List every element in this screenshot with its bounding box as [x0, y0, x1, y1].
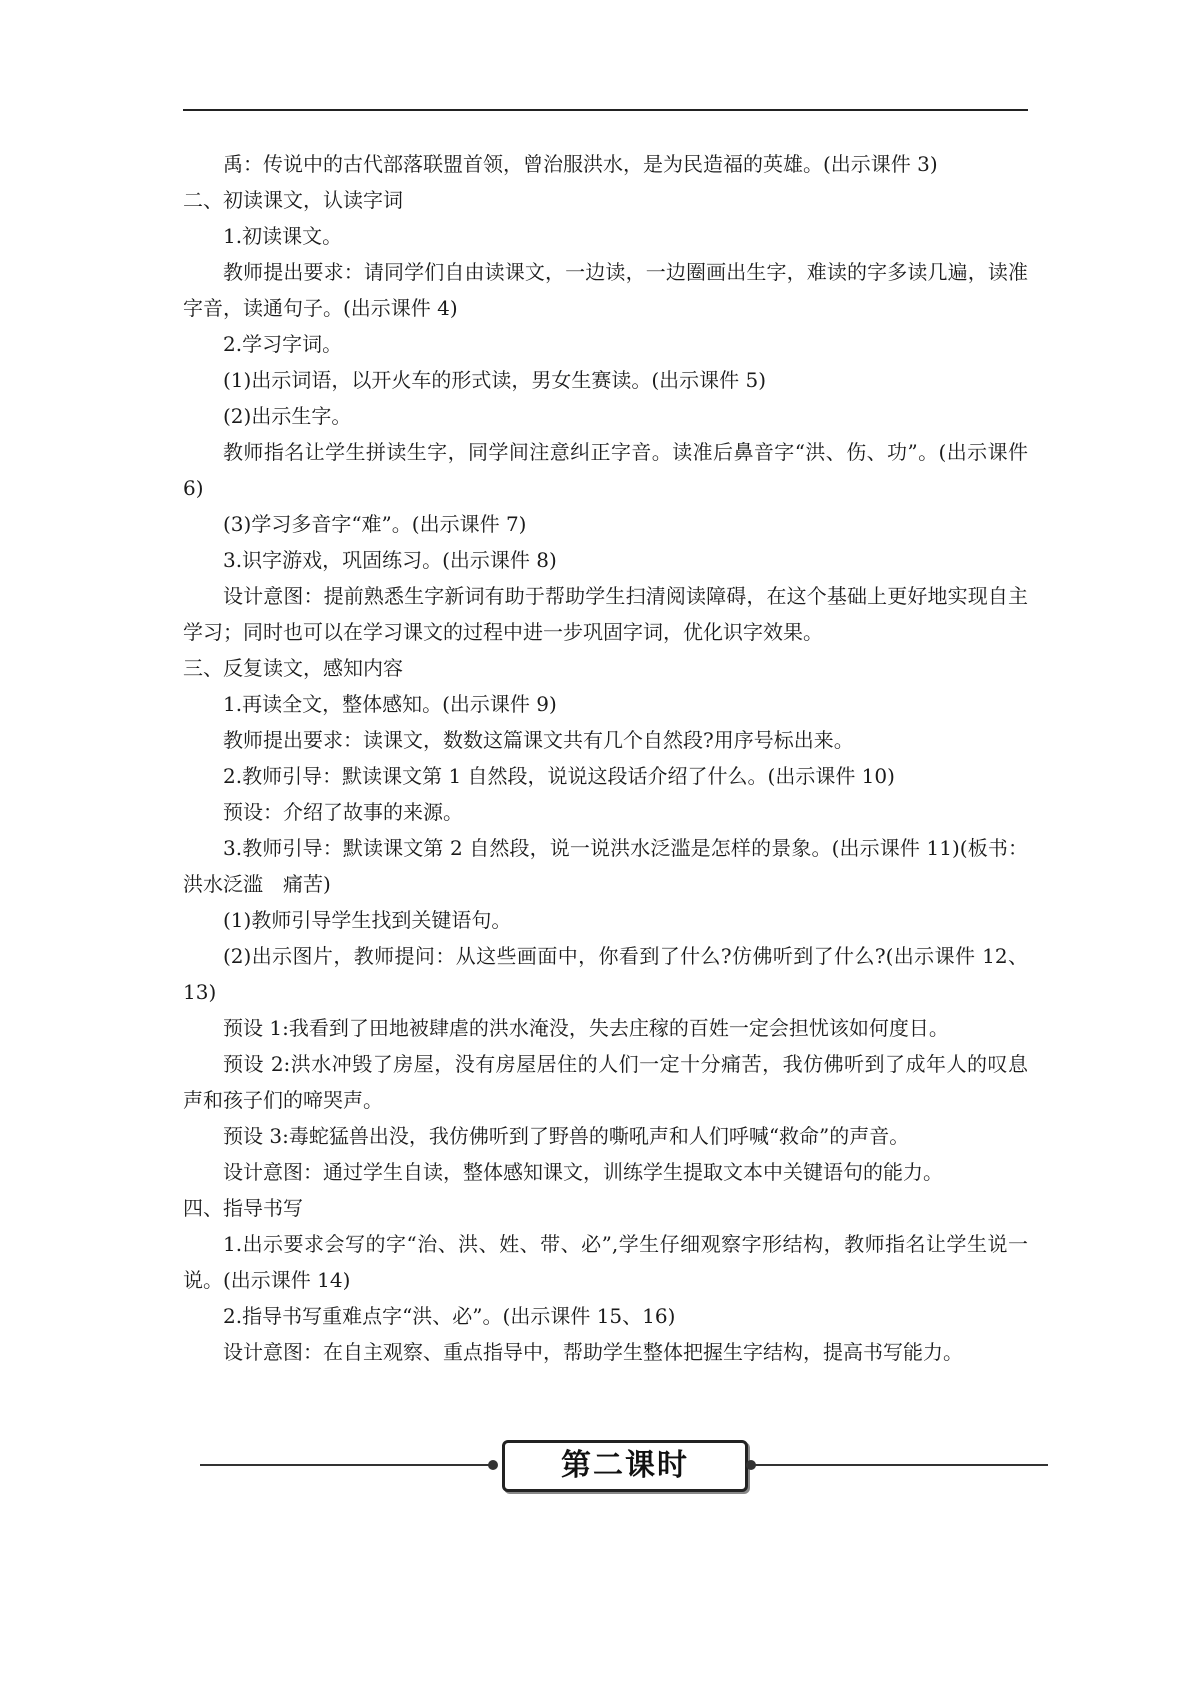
paragraph: (1)教师引导学生找到关键语句。	[223, 908, 512, 932]
banner-line-right	[750, 1464, 1048, 1466]
paragraph: 1.出示要求会写的字“治、洪、姓、带、必”,学生仔细观察字形结构，教师指名让学生说一说。(出示课件 14)	[183, 1232, 1028, 1292]
paragraph: 2.学习字词。	[223, 332, 343, 356]
paragraph: 四、指导书写	[183, 1196, 303, 1220]
paragraph: 设计意图：通过学生自读，整体感知课文，训练学生提取文本中关键语句的能力。	[223, 1160, 943, 1184]
paragraph: 3.教师引导：默读课文第 2 自然段，说一说洪水泛滥是怎样的景象。(出示课件 11)(板书：洪水泛滥 痛苦)	[183, 836, 1028, 896]
paragraph: 教师提出要求：请同学们自由读课文，一边读，一边圈画出生字，难读的字多读几遍，读准字音，读通句子。(出示课件 4)	[183, 260, 1028, 320]
paragraph: 教师提出要求：读课文，数数这篇课文共有几个自然段?用序号标出来。	[223, 728, 854, 752]
paragraph: 设计意图：在自主观察、重点指导中，帮助学生整体把握生字结构，提高书写能力。	[223, 1340, 963, 1364]
paragraph: 3.识字游戏，巩固练习。(出示课件 8)	[223, 548, 557, 572]
paragraph: 设计意图：提前熟悉生字新词有助于帮助学生扫清阅读障碍，在这个基础上更好地实现自主学习；同时也可以在学习课文的过程中进一步巩固字词，优化识字效果。	[183, 584, 1028, 644]
paragraph: (1)出示词语，以开火车的形式读，男女生赛读。(出示课件 5)	[223, 368, 767, 392]
paragraph: 预设 2:洪水冲毁了房屋，没有房屋居住的人们一定十分痛苦，我仿佛听到了成年人的叹息声和孩子们的啼哭声。	[183, 1052, 1028, 1112]
banner-line-left	[200, 1464, 490, 1466]
paragraph: 三、反复读文，感知内容	[183, 656, 403, 680]
paragraph: 1.再读全文，整体感知。(出示课件 9)	[223, 692, 557, 716]
header-rule	[183, 109, 1028, 111]
paragraph: (2)出示生字。	[223, 404, 352, 428]
paragraph: 预设 1:我看到了田地被肆虐的洪水淹没，失去庄稼的百姓一定会担忧该如何度日。	[223, 1016, 949, 1040]
lesson-content	[183, 146, 1028, 1370]
paragraph: 禹：传说中的古代部落联盟首领，曾治服洪水，是为民造福的英雄。(出示课件 3)	[223, 152, 938, 176]
paragraph: 预设 3:毒蛇猛兽出没，我仿佛听到了野兽的嘶吼声和人们呼喊“救命”的声音。	[223, 1124, 910, 1148]
paragraph: 2.教师引导：默读课文第 1 自然段，说说这段话介绍了什么。(出示课件 10)	[223, 764, 895, 788]
paragraph: 教师指名让学生拼读生字，同学间注意纠正字音。读准后鼻音字“洪、伤、功”。(出示课件 6)	[183, 440, 1028, 500]
banner-dot-left	[488, 1460, 498, 1470]
paragraph: 二、初读课文，认读字词	[183, 188, 403, 212]
paragraph: 预设：介绍了故事的来源。	[223, 800, 463, 824]
paragraph: (2)出示图片，教师提问：从这些画面中，你看到了什么?仿佛听到了什么?(出示课件 12、13)	[183, 944, 1028, 1004]
section-title: 第二课时	[502, 1440, 748, 1492]
paragraph: 2.指导书写重难点字“洪、必”。(出示课件 15、16)	[223, 1304, 676, 1328]
paragraph: (3)学习多音字“难”。(出示课件 7)	[223, 512, 527, 536]
paragraph: 1.初读课文。	[223, 224, 343, 248]
section-banner	[0, 1440, 1200, 1492]
